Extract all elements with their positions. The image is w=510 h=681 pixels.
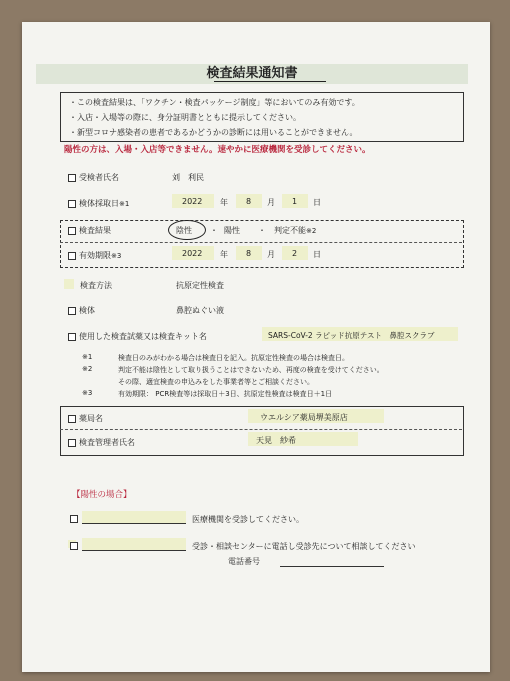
positive-heading: 【陽性の場合】 xyxy=(72,490,132,500)
positive-underline-1 xyxy=(82,523,186,524)
positive-checkbox-2[interactable] xyxy=(70,542,78,550)
expiry-note: ※3 xyxy=(111,252,122,260)
result-label: 検査結果 xyxy=(79,226,111,235)
pharmacy-name-row xyxy=(68,413,103,424)
sample-date-label: 検体採取日 xyxy=(79,199,119,208)
sample-day-unit: 日 xyxy=(313,198,321,207)
sample-date-checkbox[interactable] xyxy=(68,200,76,208)
positive-line-2: 受診・相談センターに電話し受診先について相談してください xyxy=(192,542,416,551)
expiry-year: 2022 xyxy=(182,249,203,258)
result-negative: 陰性 xyxy=(176,226,192,235)
notice-line-1: ・この検査結果は、「ワクチン・検査パッケージ制度」等においてのみ有効です。 xyxy=(69,98,360,107)
positive-field-1[interactable] xyxy=(82,511,186,523)
method-value: 抗原定性検査 xyxy=(176,281,224,290)
specimen-label: 検体 xyxy=(79,306,95,315)
positive-underline-2 xyxy=(82,550,186,551)
specimen-value: 鼻腔ぬぐい液 xyxy=(176,306,224,315)
examinee-name-label: 受検者氏名 xyxy=(79,173,119,182)
notice-line-3: ・新型コロナ感染者の患者であるかどうかの診断には用いることができません。 xyxy=(69,128,358,137)
note-2-text: 判定不能は陰性として取り扱うことはできないため、再度の検査を受けてください。 xyxy=(118,366,384,374)
note-1-text: 検査日のみがわかる場合は検査日を記入。抗原定性検査の場合は検査日。 xyxy=(118,354,349,362)
result-sep-2: ・ xyxy=(258,226,266,235)
document-title: 検査結果通知書 xyxy=(206,66,298,81)
positive-line-1: 医療機関を受診してください。 xyxy=(192,515,304,524)
kit-checkbox[interactable] xyxy=(68,333,76,341)
expiry-year-unit: 年 xyxy=(220,250,228,259)
positive-warning: 陽性の方は、入場・入店等できません。速やかに医療機関を受診してください。 xyxy=(64,145,371,155)
phone-label: 電話番号 xyxy=(228,557,260,566)
title-bar xyxy=(36,64,468,84)
sample-day: 1 xyxy=(292,197,298,206)
expiry-month: 8 xyxy=(246,249,252,258)
pharmacy-name-checkbox[interactable] xyxy=(68,415,76,423)
pharmacy-name-label: 薬局名 xyxy=(79,414,103,423)
positive-row-1 xyxy=(70,514,81,523)
result-divider xyxy=(60,242,462,243)
manager-value: 天見 紗希 xyxy=(256,436,296,445)
specimen-row xyxy=(68,305,95,316)
sample-month: 8 xyxy=(246,197,252,206)
note-3-text: その際、適宜検査の申込みをした事業者等とご相談ください。 xyxy=(118,378,314,386)
result-sep-1: ・ xyxy=(210,226,218,235)
sample-month-unit: 月 xyxy=(267,198,275,207)
expiry-checkbox[interactable] xyxy=(68,252,76,260)
manager-label: 検査管理者氏名 xyxy=(79,438,135,447)
positive-field-2[interactable] xyxy=(82,538,186,550)
result-row xyxy=(68,225,111,236)
title-underline xyxy=(214,81,326,82)
manager-checkbox[interactable] xyxy=(68,439,76,447)
note-4-text: 有効期限： PCR検査等は採取日＋3日、抗原定性検査は検査日＋1日 xyxy=(118,390,333,398)
manager-row xyxy=(68,437,135,448)
result-undetermined xyxy=(274,225,316,236)
expiry-row xyxy=(68,250,121,261)
result-note: ※2 xyxy=(306,227,317,235)
examinee-name-row xyxy=(68,172,119,183)
result-checkbox[interactable] xyxy=(68,227,76,235)
phone-underline[interactable] xyxy=(280,566,384,567)
expiry-label: 有効期限 xyxy=(79,251,111,260)
kit-label: 使用した検査試薬又は検査キット名 xyxy=(79,332,207,341)
sample-date-note: ※1 xyxy=(119,200,130,208)
note-1-mark: ※1 xyxy=(82,353,93,361)
examinee-name-value: 刘 利民 xyxy=(172,173,204,182)
expiry-day: 2 xyxy=(292,249,298,258)
specimen-checkbox[interactable] xyxy=(68,307,76,315)
expiry-month-unit: 月 xyxy=(267,250,275,259)
result-undetermined-label: 判定不能 xyxy=(274,226,306,235)
result-positive: 陽性 xyxy=(224,226,240,235)
sample-year-unit: 年 xyxy=(220,198,228,207)
kit-value: SARS-CoV-2 ラピッド抗原テスト 鼻腔スクラブ xyxy=(268,331,435,340)
positive-row-2 xyxy=(70,541,81,550)
expiry-day-unit: 日 xyxy=(313,250,321,259)
note-4-mark: ※3 xyxy=(82,389,93,397)
method-mark xyxy=(64,279,74,289)
pharmacy-divider xyxy=(60,429,462,430)
sample-year: 2022 xyxy=(182,197,203,206)
method-label: 検査方法 xyxy=(80,281,112,290)
notice-box xyxy=(60,92,464,142)
examinee-name-checkbox[interactable] xyxy=(68,174,76,182)
pharmacy-name-value: ウエルシア薬局堺美原店 xyxy=(260,413,348,422)
notice-line-2: ・入店・入場等の際に、身分証明書とともに提示してください。 xyxy=(69,113,301,122)
note-2-mark: ※2 xyxy=(82,365,93,373)
positive-checkbox-1[interactable] xyxy=(70,515,78,523)
result-document xyxy=(22,22,490,672)
kit-row xyxy=(68,331,207,342)
sample-date-row xyxy=(68,198,129,209)
